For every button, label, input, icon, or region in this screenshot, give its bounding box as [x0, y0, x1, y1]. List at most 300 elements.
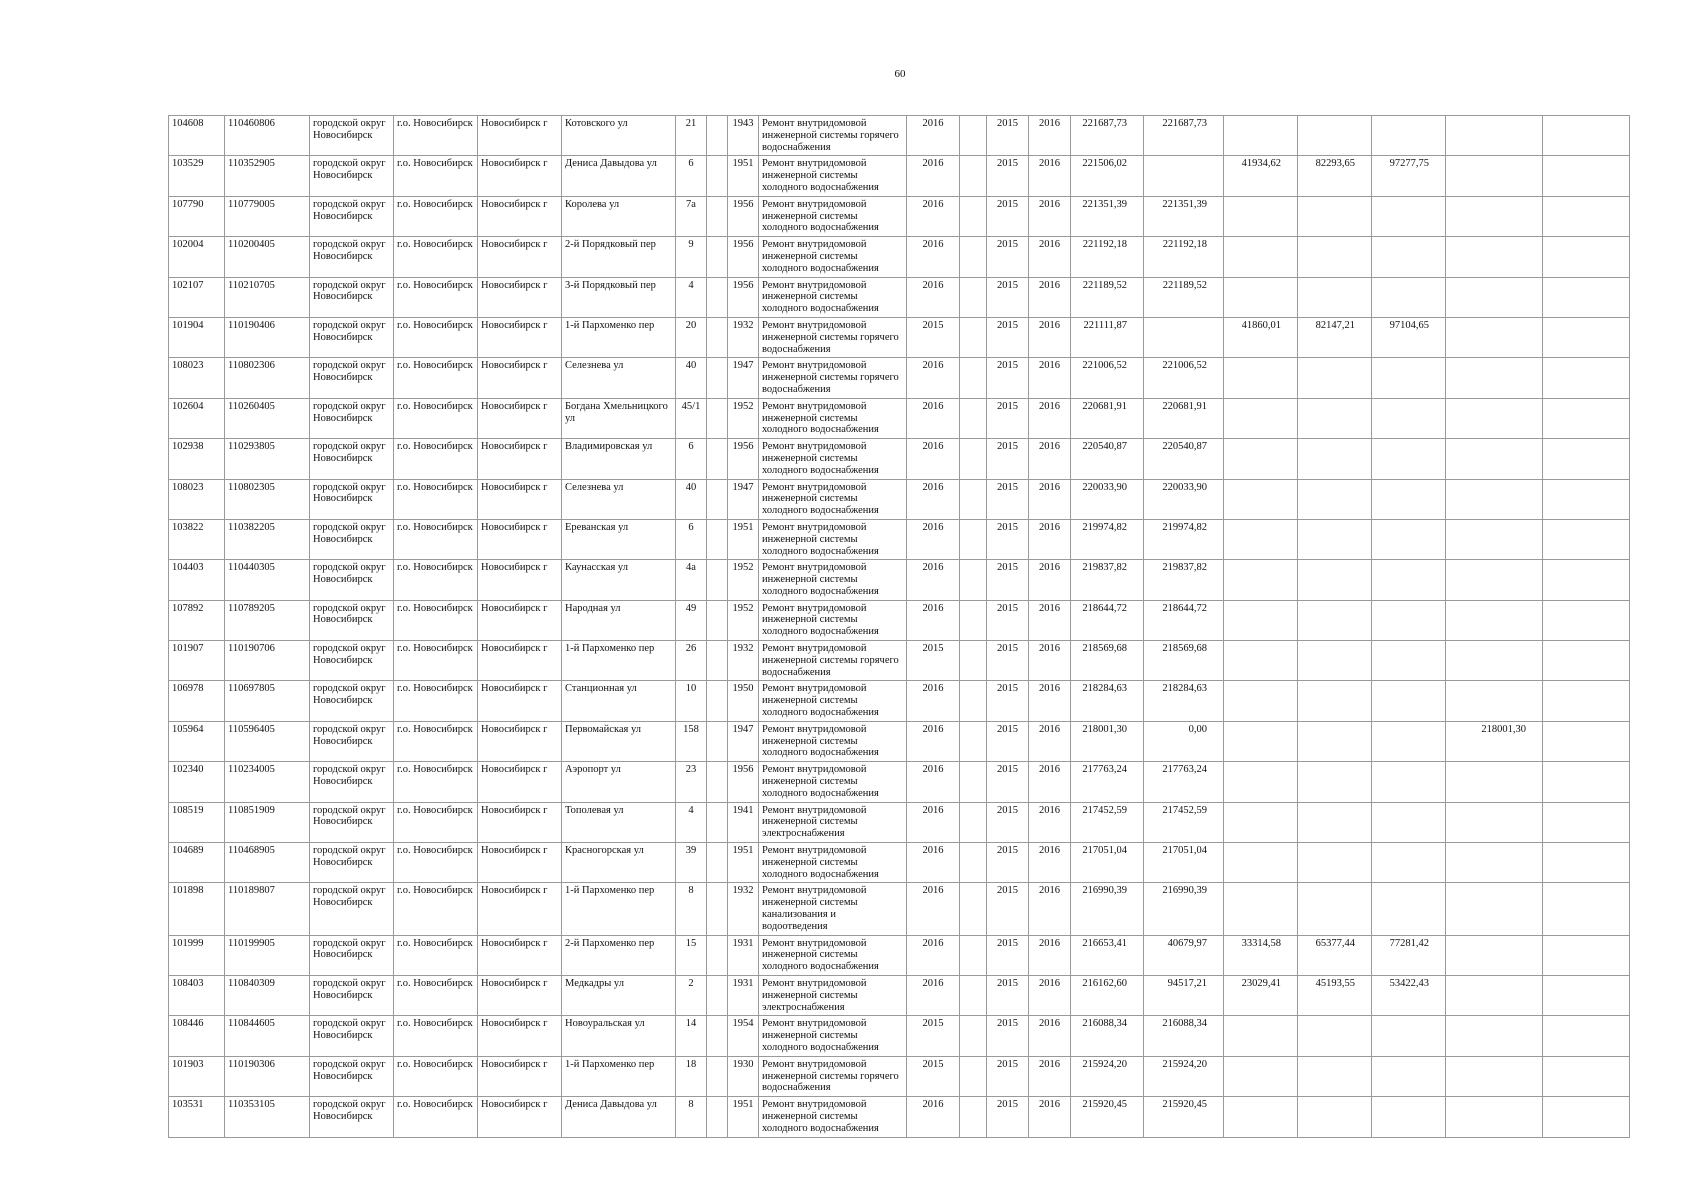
- table-row: [169, 976, 1630, 1016]
- table-cell: Новосибирск г: [478, 843, 562, 883]
- table-cell: [960, 976, 987, 1016]
- table-cell: [1446, 560, 1543, 600]
- table-row: [169, 156, 1630, 196]
- table-row: [169, 721, 1630, 761]
- table-cell: [1298, 237, 1372, 277]
- table-cell: городской округ Новосибирск: [310, 843, 394, 883]
- table-cell: 2016: [1029, 935, 1071, 975]
- table-cell: 2016: [1029, 317, 1071, 357]
- table-cell: 216088,34: [1071, 1016, 1144, 1056]
- table-cell: 110844605: [225, 1016, 310, 1056]
- table-cell: Ереванская ул: [562, 519, 676, 559]
- table-cell: [1446, 358, 1543, 398]
- table-cell: 23029,41: [1224, 976, 1298, 1016]
- table-cell: [1298, 116, 1372, 156]
- table-cell: 3-й Порядковый пер: [562, 277, 676, 317]
- table-cell: 220681,91: [1144, 398, 1224, 438]
- table-cell: Новосибирск г: [478, 519, 562, 559]
- table-cell: [707, 802, 728, 842]
- table-cell: 215924,20: [1144, 1056, 1224, 1096]
- table-cell: [1224, 479, 1298, 519]
- table-row: [169, 1097, 1630, 1137]
- table-cell: 1947: [728, 358, 759, 398]
- table-cell: 1930: [728, 1056, 759, 1096]
- table-cell: 104608: [169, 116, 225, 156]
- table-cell: Новосибирск г: [478, 560, 562, 600]
- table-cell: Ремонт внутридомовой инженерной системы холодного водоснабжения: [759, 560, 907, 600]
- table-cell: [1372, 843, 1446, 883]
- table-cell: г.о. Новосибирск: [394, 358, 478, 398]
- table-cell: 220540,87: [1144, 439, 1224, 479]
- table-cell: [1543, 1097, 1630, 1137]
- table-cell: 215924,20: [1071, 1056, 1144, 1096]
- table-cell: Новосибирск г: [478, 976, 562, 1016]
- table-cell: [707, 156, 728, 196]
- table-cell: [1372, 681, 1446, 721]
- table-cell: [1543, 976, 1630, 1016]
- table-cell: 216990,39: [1144, 883, 1224, 935]
- table-cell: 1956: [728, 196, 759, 236]
- table-cell: [960, 600, 987, 640]
- table-cell: 2015: [987, 762, 1029, 802]
- table-cell: 218644,72: [1071, 600, 1144, 640]
- table-cell: Новосибирск г: [478, 398, 562, 438]
- table-cell: 2016: [1029, 1056, 1071, 1096]
- table-cell: 1952: [728, 600, 759, 640]
- table-cell: [707, 883, 728, 935]
- table-cell: городской округ Новосибирск: [310, 935, 394, 975]
- table-row: [169, 762, 1630, 802]
- table-cell: 108519: [169, 802, 225, 842]
- table-cell: 45193,55: [1298, 976, 1372, 1016]
- table-cell: городской округ Новосибирск: [310, 976, 394, 1016]
- table-cell: городской округ Новосибирск: [310, 479, 394, 519]
- table-cell: 2016: [907, 116, 960, 156]
- table-cell: 1951: [728, 519, 759, 559]
- table-cell: [1446, 1097, 1543, 1137]
- table-cell: 82147,21: [1298, 317, 1372, 357]
- table-cell: 2016: [907, 935, 960, 975]
- table-cell: [1446, 116, 1543, 156]
- table-cell: Ремонт внутридомовой инженерной системы холодного водоснабжения: [759, 681, 907, 721]
- table-cell: городской округ Новосибирск: [310, 762, 394, 802]
- table-cell: 2015: [987, 1056, 1029, 1096]
- table-cell: 110440305: [225, 560, 310, 600]
- table-cell: 23: [676, 762, 707, 802]
- table-cell: 101907: [169, 641, 225, 681]
- table-cell: 216088,34: [1144, 1016, 1224, 1056]
- table-cell: 217763,24: [1144, 762, 1224, 802]
- table-cell: 2016: [907, 843, 960, 883]
- table-cell: 41934,62: [1224, 156, 1298, 196]
- table-cell: Владимировская ул: [562, 439, 676, 479]
- table-cell: 217763,24: [1071, 762, 1144, 802]
- table-cell: 2016: [1029, 721, 1071, 761]
- table-cell: 101999: [169, 935, 225, 975]
- table-cell: Ремонт внутридомовой инженерной системы холодного водоснабжения: [759, 398, 907, 438]
- table-cell: Первомайская ул: [562, 721, 676, 761]
- table-cell: Ремонт внутридомовой инженерной системы холодного водоснабжения: [759, 1016, 907, 1056]
- table-cell: г.о. Новосибирск: [394, 762, 478, 802]
- table-cell: Новосибирск г: [478, 277, 562, 317]
- table-cell: 2015: [987, 439, 1029, 479]
- table-cell: 221351,39: [1144, 196, 1224, 236]
- table-cell: 220540,87: [1071, 439, 1144, 479]
- table-cell: 2015: [907, 1016, 960, 1056]
- table-cell: 110840309: [225, 976, 310, 1016]
- table-cell: [707, 1016, 728, 1056]
- table-cell: Новосибирск г: [478, 802, 562, 842]
- table-cell: 2016: [907, 721, 960, 761]
- table-cell: Новосибирск г: [478, 1016, 562, 1056]
- table-cell: [960, 1016, 987, 1056]
- table-cell: [1298, 883, 1372, 935]
- table-cell: Ремонт внутридомовой инженерной системы холодного водоснабжения: [759, 479, 907, 519]
- table-cell: [960, 398, 987, 438]
- table-cell: 21: [676, 116, 707, 156]
- table-cell: [1372, 762, 1446, 802]
- table-cell: [707, 560, 728, 600]
- table-cell: г.о. Новосибирск: [394, 843, 478, 883]
- table-cell: 2015: [907, 1056, 960, 1096]
- table-cell: 2015: [987, 398, 1029, 438]
- table-cell: Ремонт внутридомовой инженерной системы горячего водоснабжения: [759, 641, 907, 681]
- table-cell: 94517,21: [1144, 976, 1224, 1016]
- table-cell: 2016: [1029, 600, 1071, 640]
- table-cell: 110190306: [225, 1056, 310, 1096]
- table-cell: 1943: [728, 116, 759, 156]
- table-cell: [1446, 883, 1543, 935]
- table-cell: 221006,52: [1071, 358, 1144, 398]
- table-cell: [1543, 116, 1630, 156]
- table-cell: 218644,72: [1144, 600, 1224, 640]
- table-cell: 6: [676, 439, 707, 479]
- table-cell: [707, 935, 728, 975]
- table-cell: [1298, 762, 1372, 802]
- table-cell: 40679,97: [1144, 935, 1224, 975]
- table-cell: 1956: [728, 277, 759, 317]
- table-cell: 2016: [907, 1097, 960, 1137]
- table-cell: 104403: [169, 560, 225, 600]
- table-cell: 2016: [1029, 762, 1071, 802]
- table-cell: 2015: [987, 1097, 1029, 1137]
- table-cell: 1-й Пархоменко пер: [562, 317, 676, 357]
- table-cell: [1224, 196, 1298, 236]
- table-cell: 2016: [907, 883, 960, 935]
- table-cell: [1543, 802, 1630, 842]
- table-cell: [1446, 1056, 1543, 1096]
- table-cell: 103822: [169, 519, 225, 559]
- table-cell: г.о. Новосибирск: [394, 935, 478, 975]
- table-cell: [960, 641, 987, 681]
- table-cell: [960, 1097, 987, 1137]
- table-cell: 110260405: [225, 398, 310, 438]
- table-cell: [960, 1056, 987, 1096]
- table-cell: г.о. Новосибирск: [394, 976, 478, 1016]
- table-cell: [707, 479, 728, 519]
- table-cell: [1298, 843, 1372, 883]
- table-cell: Новосибирск г: [478, 721, 562, 761]
- table-cell: [1224, 237, 1298, 277]
- table-cell: 2016: [1029, 479, 1071, 519]
- table-cell: 110382205: [225, 519, 310, 559]
- table-cell: 219837,82: [1144, 560, 1224, 600]
- table-cell: [1224, 843, 1298, 883]
- table-cell: [1446, 762, 1543, 802]
- table-cell: [707, 116, 728, 156]
- table-cell: Богдана Хмельницкого ул: [562, 398, 676, 438]
- table-cell: Новосибирск г: [478, 681, 562, 721]
- table-cell: [1298, 681, 1372, 721]
- table-cell: Королева ул: [562, 196, 676, 236]
- table-cell: 2015: [987, 935, 1029, 975]
- table-cell: 110697805: [225, 681, 310, 721]
- table-cell: 2016: [1029, 156, 1071, 196]
- table-row: [169, 439, 1630, 479]
- table-cell: [1543, 156, 1630, 196]
- table-cell: Тополевая ул: [562, 802, 676, 842]
- table-cell: 7а: [676, 196, 707, 236]
- table-cell: г.о. Новосибирск: [394, 398, 478, 438]
- table-cell: [1372, 398, 1446, 438]
- table-cell: городской округ Новосибирск: [310, 439, 394, 479]
- table-cell: [1298, 641, 1372, 681]
- table-cell: Станционная ул: [562, 681, 676, 721]
- table-cell: [707, 439, 728, 479]
- table-row: [169, 479, 1630, 519]
- table-cell: 110851909: [225, 802, 310, 842]
- table-cell: 2015: [987, 156, 1029, 196]
- table-cell: [960, 935, 987, 975]
- table-cell: 2016: [907, 762, 960, 802]
- table-cell: 2016: [1029, 277, 1071, 317]
- table-cell: 108023: [169, 479, 225, 519]
- table-cell: 1941: [728, 802, 759, 842]
- table-cell: 2016: [907, 976, 960, 1016]
- table-cell: 217452,59: [1071, 802, 1144, 842]
- table-cell: [1372, 1016, 1446, 1056]
- table-cell: 108023: [169, 358, 225, 398]
- table-cell: [707, 762, 728, 802]
- table-cell: 2016: [1029, 681, 1071, 721]
- table-cell: 2016: [1029, 439, 1071, 479]
- table-cell: [1224, 883, 1298, 935]
- table-cell: 6: [676, 519, 707, 559]
- table-cell: [1372, 1056, 1446, 1096]
- table-cell: [960, 843, 987, 883]
- table-cell: Ремонт внутридомовой инженерной системы канализования и водоотведения: [759, 883, 907, 935]
- table-cell: [1372, 277, 1446, 317]
- table-cell: 110353105: [225, 1097, 310, 1137]
- table-cell: [707, 641, 728, 681]
- table-cell: [1298, 1097, 1372, 1137]
- table-cell: [1224, 762, 1298, 802]
- table-cell: городской округ Новосибирск: [310, 883, 394, 935]
- table-cell: Новосибирск г: [478, 317, 562, 357]
- table-cell: 2015: [987, 1016, 1029, 1056]
- table-cell: г.о. Новосибирск: [394, 681, 478, 721]
- table-cell: [1446, 519, 1543, 559]
- repair-table: [168, 115, 1630, 1138]
- table-cell: [1372, 600, 1446, 640]
- table-cell: Ремонт внутридомовой инженерной системы холодного водоснабжения: [759, 519, 907, 559]
- table-cell: 102107: [169, 277, 225, 317]
- table-cell: [1446, 439, 1543, 479]
- table-cell: 102340: [169, 762, 225, 802]
- table-cell: [1446, 935, 1543, 975]
- table-cell: Новосибирск г: [478, 358, 562, 398]
- table-cell: городской округ Новосибирск: [310, 196, 394, 236]
- table-cell: 20: [676, 317, 707, 357]
- table-cell: Новосибирск г: [478, 1097, 562, 1137]
- table-cell: [1372, 439, 1446, 479]
- table-cell: Новосибирск г: [478, 762, 562, 802]
- table-cell: г.о. Новосибирск: [394, 1097, 478, 1137]
- table-cell: городской округ Новосибирск: [310, 802, 394, 842]
- table-cell: [707, 1097, 728, 1137]
- table-row: [169, 600, 1630, 640]
- table-row: [169, 519, 1630, 559]
- table-cell: 110468905: [225, 843, 310, 883]
- table-cell: [1446, 976, 1543, 1016]
- table-cell: 2015: [987, 600, 1029, 640]
- table-cell: [1224, 1016, 1298, 1056]
- table-cell: [1224, 439, 1298, 479]
- table-cell: 1951: [728, 843, 759, 883]
- table-cell: 101903: [169, 1056, 225, 1096]
- table-cell: г.о. Новосибирск: [394, 479, 478, 519]
- table-cell: 2016: [1029, 560, 1071, 600]
- table-cell: 65377,44: [1298, 935, 1372, 975]
- table-cell: [1543, 681, 1630, 721]
- table-row: [169, 1016, 1630, 1056]
- table-cell: 108446: [169, 1016, 225, 1056]
- table-cell: Ремонт внутридомовой инженерной системы холодного водоснабжения: [759, 439, 907, 479]
- table-cell: 2016: [907, 560, 960, 600]
- table-cell: [960, 479, 987, 519]
- table-cell: [707, 600, 728, 640]
- table-cell: 1950: [728, 681, 759, 721]
- table-cell: [1543, 721, 1630, 761]
- table-cell: 2015: [987, 237, 1029, 277]
- table-cell: 110779005: [225, 196, 310, 236]
- table-cell: г.о. Новосибирск: [394, 1016, 478, 1056]
- table-row: [169, 1056, 1630, 1096]
- table-cell: Селезнева ул: [562, 479, 676, 519]
- table-cell: Дениса Давыдова ул: [562, 1097, 676, 1137]
- table-cell: городской округ Новосибирск: [310, 398, 394, 438]
- table-cell: 0,00: [1144, 721, 1224, 761]
- table-cell: 2016: [907, 600, 960, 640]
- table-cell: Ремонт внутридомовой инженерной системы холодного водоснабжения: [759, 237, 907, 277]
- table-cell: [1446, 196, 1543, 236]
- table-cell: [1446, 681, 1543, 721]
- table-cell: 8: [676, 883, 707, 935]
- table-cell: [1144, 317, 1224, 357]
- table-cell: [1543, 237, 1630, 277]
- table-cell: [1543, 935, 1630, 975]
- table-cell: 45/1: [676, 398, 707, 438]
- table-cell: [1372, 721, 1446, 761]
- table-cell: 221189,52: [1144, 277, 1224, 317]
- table-cell: 1947: [728, 721, 759, 761]
- table-cell: [1224, 721, 1298, 761]
- table-cell: 14: [676, 1016, 707, 1056]
- table-cell: 4а: [676, 560, 707, 600]
- table-cell: 221006,52: [1144, 358, 1224, 398]
- table-cell: 2016: [907, 156, 960, 196]
- table-cell: Новосибирск г: [478, 883, 562, 935]
- table-cell: 101904: [169, 317, 225, 357]
- table-cell: 110460806: [225, 116, 310, 156]
- table-cell: [1224, 600, 1298, 640]
- table-cell: городской округ Новосибирск: [310, 641, 394, 681]
- table-cell: 1947: [728, 479, 759, 519]
- table-cell: [960, 681, 987, 721]
- table-cell: 2015: [987, 883, 1029, 935]
- table-cell: 2016: [1029, 358, 1071, 398]
- table-cell: 40: [676, 358, 707, 398]
- table-cell: [960, 237, 987, 277]
- table-cell: 215920,45: [1071, 1097, 1144, 1137]
- table-cell: [1298, 519, 1372, 559]
- table-cell: 219974,82: [1071, 519, 1144, 559]
- table-cell: 158: [676, 721, 707, 761]
- table-row: [169, 560, 1630, 600]
- table-cell: Ремонт внутридомовой инженерной системы горячего водоснабжения: [759, 358, 907, 398]
- table-cell: 6: [676, 156, 707, 196]
- table-cell: 2016: [1029, 116, 1071, 156]
- table-cell: 2016: [907, 439, 960, 479]
- table-cell: 2-й Порядковый пер: [562, 237, 676, 277]
- table-cell: [1446, 600, 1543, 640]
- table-cell: городской округ Новосибирск: [310, 519, 394, 559]
- table-cell: [1446, 277, 1543, 317]
- table-cell: [960, 762, 987, 802]
- table-cell: 218569,68: [1144, 641, 1224, 681]
- table-cell: 1-й Пархоменко пер: [562, 641, 676, 681]
- table-row: [169, 398, 1630, 438]
- table-cell: 2015: [987, 802, 1029, 842]
- table-cell: 2: [676, 976, 707, 1016]
- table-cell: Новосибирск г: [478, 641, 562, 681]
- table-cell: [960, 883, 987, 935]
- table-cell: [1543, 398, 1630, 438]
- table-cell: [707, 358, 728, 398]
- table-cell: Новосибирск г: [478, 1056, 562, 1096]
- table-cell: [960, 560, 987, 600]
- table-cell: [1446, 1016, 1543, 1056]
- table-cell: [1446, 802, 1543, 842]
- table-cell: городской округ Новосибирск: [310, 1056, 394, 1096]
- table-cell: 221192,18: [1144, 237, 1224, 277]
- table-cell: [1543, 317, 1630, 357]
- table-cell: [960, 358, 987, 398]
- table-cell: [1298, 479, 1372, 519]
- table-cell: городской округ Новосибирск: [310, 600, 394, 640]
- table-row: [169, 883, 1630, 935]
- table-cell: 97104,65: [1372, 317, 1446, 357]
- table-cell: [1224, 681, 1298, 721]
- table-cell: 2015: [987, 317, 1029, 357]
- table-cell: 1932: [728, 317, 759, 357]
- table-cell: 4: [676, 277, 707, 317]
- table-cell: 2016: [1029, 883, 1071, 935]
- table-cell: [1224, 277, 1298, 317]
- table-cell: 221189,52: [1071, 277, 1144, 317]
- table-cell: [1298, 721, 1372, 761]
- table-cell: 107892: [169, 600, 225, 640]
